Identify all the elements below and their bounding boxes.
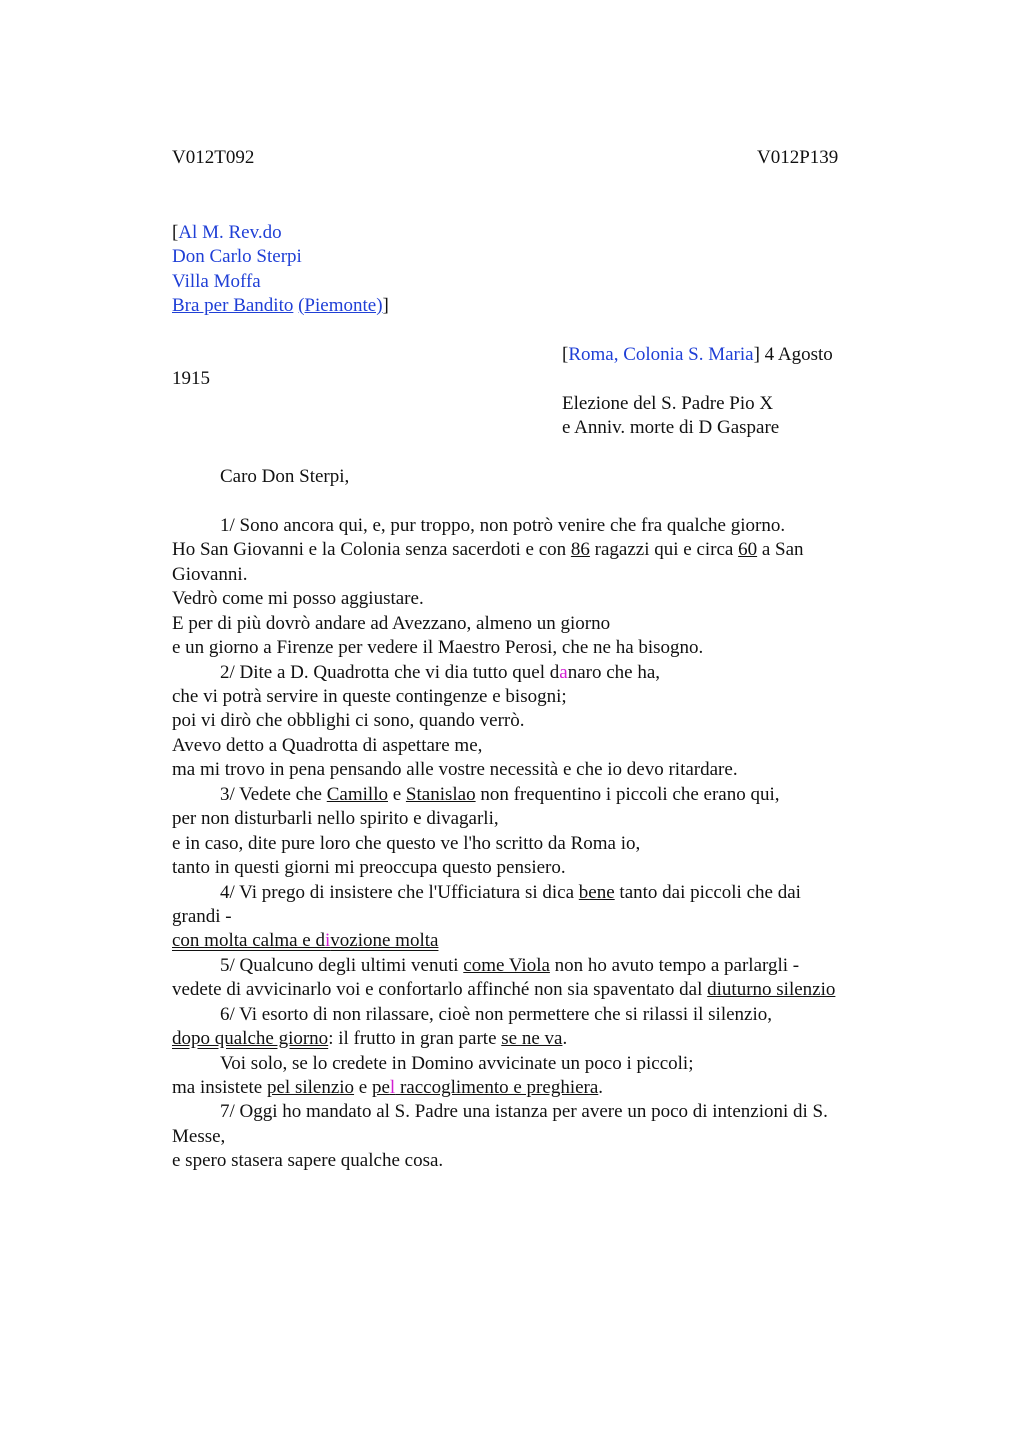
underlined-number: 60 [738,539,758,560]
underlined-word: bene [578,882,615,903]
double-underlined-phrase: con molta calma e divozione molta [172,930,439,951]
body-line: 6/ Vi esorto di non rilassare, cioè non permettere che si rilassi il silenzio, [220,1004,773,1025]
address-recipient-name: Don Carlo Sterpi [172,246,302,267]
body-line: ma insistete pel silenzio e pel raccoglimento e preghiera. [172,1077,604,1098]
body-line: 1/ Sono ancora qui, e, pur troppo, non potrò venire che fra qualche giorno. [220,515,786,536]
body-line: 4/ Vi prego di insistere che l'Ufficiatura si dica bene tanto dai piccoli che dai [220,882,801,903]
body-line: Avevo detto a Quadrotta di aspettare me, [172,735,483,756]
body-line: 2/ Dite a D. Quadrotta che vi dia tutto quel danaro che ha, [220,662,661,683]
underlined-name: Camillo [326,784,388,805]
dateline-place: Roma, Colonia S. Maria [568,344,754,365]
body-line: 7/ Oggi ho mandato al S. Padre una istanza per avere un poco di intenzioni di S. [220,1101,828,1122]
body-line: tanto in questi giorni mi preoccupa questo pensiero. [172,857,566,878]
address-line-1 [172,221,282,245]
corrected-letter: i [325,930,331,951]
dateline: [Roma, Colonia S. Maria] 4 Agosto [562,344,833,365]
document-code-left: V012T092 [172,147,255,168]
dateline-note-1: Elezione del S. Padre Pio X [562,393,774,414]
body-line: Vedrò come mi posso aggiustare. [172,588,424,609]
body-line: Voi solo, se lo credete in Domino avvicinate un poco i piccoli; [220,1053,694,1074]
body-line: poi vi dirò che obblighi ci sono, quando verrò. [172,710,525,731]
underlined-phrase: diuturno silenzio [707,979,836,1000]
body-line: E per di più dovrò andare ad Avezzano, almeno un giorno [172,613,611,634]
body-line: 3/ Vedete che Camillo e Stanislao non frequentino i piccoli che erano qui, [220,784,780,805]
underlined-phrase: pel raccoglimento e preghiera [371,1077,599,1098]
body-line: Ho San Giovanni e la Colonia senza sacerdoti e con 86 ragazzi qui e circa 60 a San [172,539,804,560]
corrected-letter: a [559,662,568,683]
underlined-phrase: come Viola [463,955,550,976]
dateline-year: 1915 [172,368,210,389]
underlined-number: 86 [570,539,590,560]
address-villa: Villa Moffa [172,271,261,292]
bracket: [ [172,222,179,243]
body-line: ma mi trovo in pena pensando alle vostre necessità e che io devo ritardare. [172,759,738,780]
underlined-name: Stanislao [405,784,476,805]
body-line: dopo qualche giorno: il frutto in gran parte se ne va. [172,1028,568,1049]
body-line: che vi potrà servire in queste contingenze e bisogni; [172,686,567,707]
body-line: vedete di avvicinarlo voi e confortarlo affinché non sia spaventato dal diuturno silenzio [172,979,836,1000]
underlined-phrase: se ne va [501,1028,563,1049]
body-line: Messe, [172,1126,226,1147]
address-line-4 [172,294,389,318]
bracket: ] [382,295,389,316]
document-code-right: V012P139 [757,147,839,168]
corrected-letter: l [389,1077,396,1098]
address-region: (Piemonte) [298,295,383,316]
address-town: Bra per Bandito [172,295,294,316]
dateline-note-2: e Anniv. morte di D Gaspare [562,417,780,438]
address-recipient-title: Al M. Rev.do [178,222,282,243]
body-line: grandi - [172,906,232,927]
body-line: Giovanni. [172,564,248,585]
body-line: e spero stasera sapere qualche cosa. [172,1150,444,1171]
body-line: per non disturbarli nello spirito e divagarli, [172,808,499,829]
double-underlined-phrase: dopo qualche giorno [172,1028,329,1049]
salutation: Caro Don Sterpi, [220,466,350,487]
underlined-phrase: pel silenzio [266,1077,355,1098]
dateline-date: ] 4 Agosto [753,344,833,365]
body-line: e un giorno a Firenze per vedere il Maestro Perosi, che ne ha bisogno. [172,637,704,658]
body-line: e in caso, dite pure loro che questo ve l'ho scritto da Roma io, [172,833,641,854]
body-line: 5/ Qualcuno degli ultimi venuti come Viola non ho avuto tempo a parlargli - [220,955,800,976]
